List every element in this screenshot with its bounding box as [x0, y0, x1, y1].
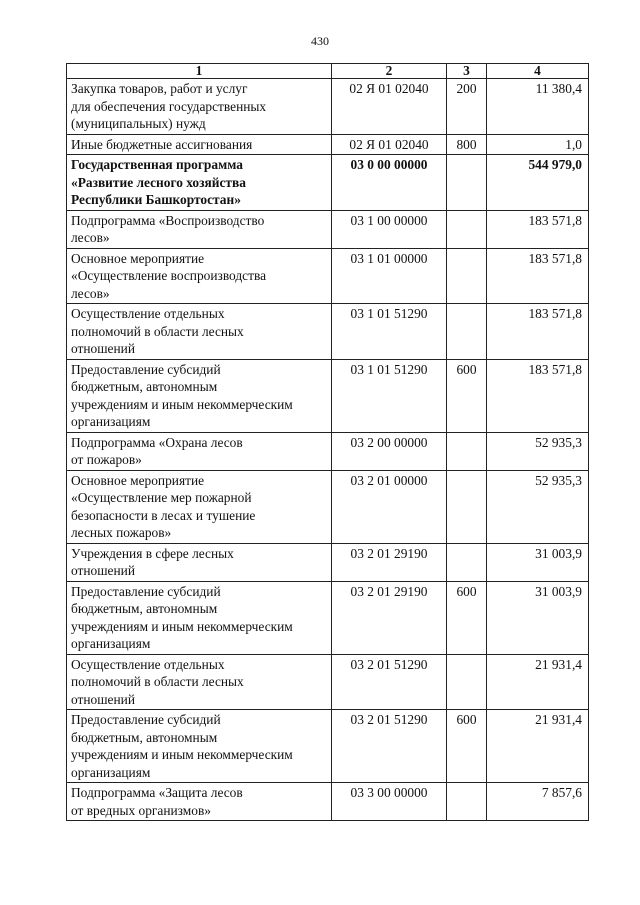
table-row [67, 79, 589, 135]
table-row [67, 304, 589, 360]
table-row [67, 210, 589, 248]
row-amount-cell: 7 857,6 [487, 783, 589, 821]
row-code-cell: 03 0 00 00000 [332, 155, 447, 211]
table-row [67, 359, 589, 432]
row-code-cell: 03 3 00 00000 [332, 783, 447, 821]
row-expense-type-cell [447, 654, 487, 710]
column-header-name: 1 [67, 64, 332, 79]
row-code-cell: 03 1 01 51290 [332, 359, 447, 432]
row-amount-cell: 544 979,0 [487, 155, 589, 211]
row-expense-type-cell [447, 783, 487, 821]
row-name-cell: Подпрограмма «Защита лесов от вредных организмов» [67, 783, 332, 821]
row-expense-type-cell [447, 304, 487, 360]
column-header-expense-type: 3 [447, 64, 487, 79]
budget-table [66, 63, 589, 821]
row-amount-cell: 52 935,3 [487, 470, 589, 543]
row-amount-cell: 183 571,8 [487, 210, 589, 248]
row-name-cell: Подпрограмма «Воспроизводство лесов» [67, 210, 332, 248]
row-amount-cell: 11 380,4 [487, 79, 589, 135]
row-code-cell: 03 2 00 00000 [332, 432, 447, 470]
row-expense-type-cell: 600 [447, 359, 487, 432]
table-row [67, 248, 589, 304]
column-header-amount: 4 [487, 64, 589, 79]
row-expense-type-cell: 600 [447, 710, 487, 783]
row-code-cell: 03 2 01 29190 [332, 581, 447, 654]
row-name-cell: Осуществление отдельных полномочий в области лесных отношений [67, 654, 332, 710]
row-expense-type-cell [447, 155, 487, 211]
table-row [67, 783, 589, 821]
table-row [67, 654, 589, 710]
row-code-cell: 03 1 01 00000 [332, 248, 447, 304]
row-name-cell: Основное мероприятие «Осуществление воспроизводства лесов» [67, 248, 332, 304]
row-name-cell: Основное мероприятие «Осуществление мер пожарной безопасности в лесах и тушение лесных пожаров» [67, 470, 332, 543]
row-expense-type-cell: 800 [447, 134, 487, 155]
row-expense-type-cell [447, 432, 487, 470]
table-row [67, 543, 589, 581]
row-name-cell: Подпрограмма «Охрана лесов от пожаров» [67, 432, 332, 470]
row-amount-cell: 183 571,8 [487, 304, 589, 360]
row-name-cell: Предоставление субсидий бюджетным, автономным учреждениям и иным некоммерческим организациям [67, 581, 332, 654]
row-name-cell: Государственная программа «Развитие лесного хозяйства Республики Башкортостан» [67, 155, 332, 211]
row-amount-cell: 21 931,4 [487, 710, 589, 783]
row-expense-type-cell [447, 248, 487, 304]
table-row [67, 134, 589, 155]
row-name-cell: Иные бюджетные ассигнования [67, 134, 332, 155]
row-expense-type-cell: 600 [447, 581, 487, 654]
row-expense-type-cell [447, 543, 487, 581]
table-row [67, 710, 589, 783]
row-name-cell: Закупка товаров, работ и услуг для обеспечения государственных (муниципальных) нужд [67, 79, 332, 135]
row-name-cell: Осуществление отдельных полномочий в области лесных отношений [67, 304, 332, 360]
row-code-cell: 02 Я 01 02040 [332, 134, 447, 155]
table-header-row [67, 64, 589, 79]
row-amount-cell: 52 935,3 [487, 432, 589, 470]
row-code-cell: 03 2 01 00000 [332, 470, 447, 543]
row-amount-cell: 31 003,9 [487, 543, 589, 581]
row-amount-cell: 31 003,9 [487, 581, 589, 654]
row-amount-cell: 183 571,8 [487, 359, 589, 432]
table-row [67, 432, 589, 470]
row-name-cell: Предоставление субсидий бюджетным, автономным учреждениям и иным некоммерческим организациям [67, 359, 332, 432]
row-amount-cell: 183 571,8 [487, 248, 589, 304]
table-row [67, 581, 589, 654]
row-code-cell: 03 2 01 29190 [332, 543, 447, 581]
row-expense-type-cell [447, 210, 487, 248]
column-header-code: 2 [332, 64, 447, 79]
row-amount-cell: 1,0 [487, 134, 589, 155]
table-row [67, 470, 589, 543]
row-expense-type-cell: 200 [447, 79, 487, 135]
table-row [67, 155, 589, 211]
page-number: 430 [311, 34, 329, 48]
row-name-cell: Предоставление субсидий бюджетным, автономным учреждениям и иным некоммерческим организациям [67, 710, 332, 783]
row-amount-cell: 21 931,4 [487, 654, 589, 710]
row-code-cell: 03 2 01 51290 [332, 654, 447, 710]
row-expense-type-cell [447, 470, 487, 543]
row-code-cell: 03 1 01 51290 [332, 304, 447, 360]
row-code-cell: 03 1 00 00000 [332, 210, 447, 248]
row-code-cell: 03 2 01 51290 [332, 710, 447, 783]
row-code-cell: 02 Я 01 02040 [332, 79, 447, 135]
row-name-cell: Учреждения в сфере лесных отношений [67, 543, 332, 581]
